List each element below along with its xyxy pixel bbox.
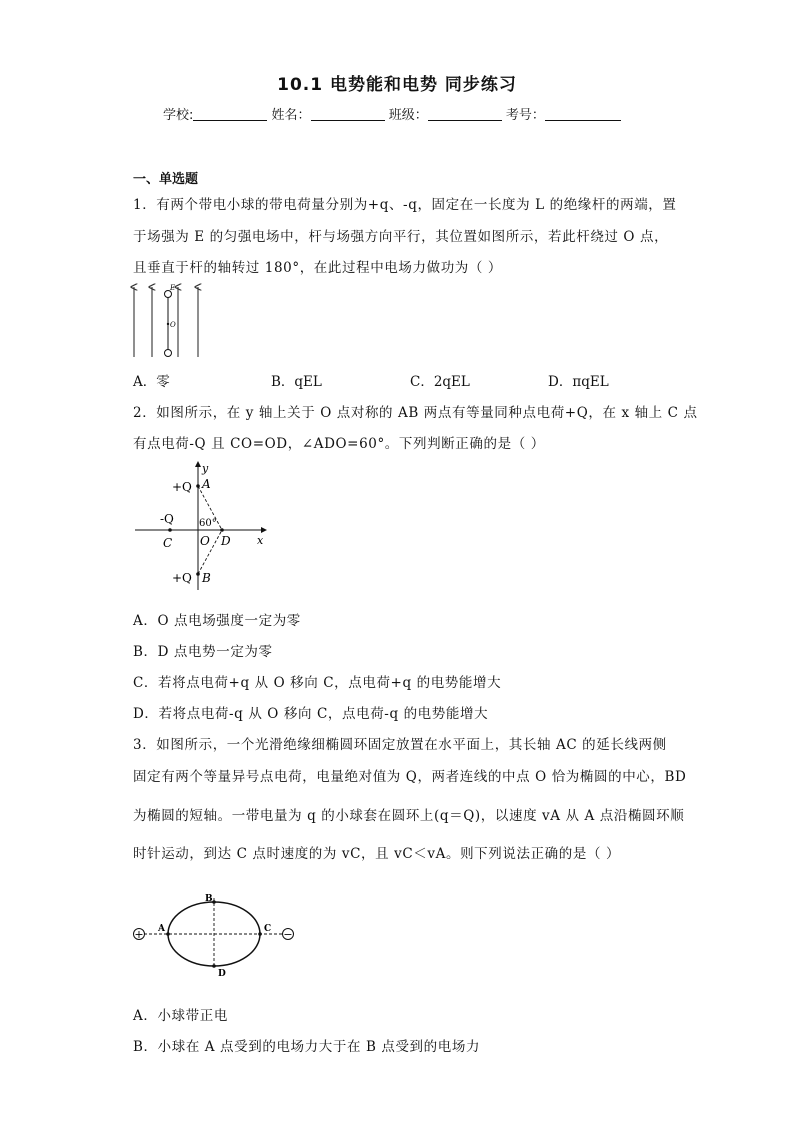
- q2-option-c[interactable]: C．若将点电荷+q 从 O 移向 C，点电荷+q 的电势能增大: [133, 675, 502, 691]
- exam-number-blank: [545, 108, 621, 121]
- q1-options: [133, 370, 733, 388]
- charge-c-label: -Q: [160, 512, 174, 526]
- minus-sign: −: [283, 928, 293, 941]
- page-title: 10.1 电势能和电势 同步练习: [277, 75, 517, 95]
- student-info-row: [163, 104, 621, 123]
- pivot-o-label: O: [170, 321, 176, 329]
- q2-option-d[interactable]: D．若将点电荷-q 从 O 移向 C，点电荷-q 的电势能增大: [133, 706, 489, 722]
- q3-option-b[interactable]: B．小球在 A 点受到的电场力大于在 B 点受到的电场力: [133, 1039, 481, 1055]
- name-blank: [311, 108, 385, 121]
- q3-ellipse-figure: [128, 888, 298, 980]
- negative-ball: [165, 350, 172, 357]
- point-b: [196, 572, 200, 576]
- point-o-label: O: [200, 534, 210, 548]
- q3-line-3: 为椭圆的短轴。一带电量为 q 的小球套在圆环上(q＝Q)，以速度 vA 从 A 点沿椭圆环顺: [133, 808, 685, 824]
- point-d-label: D: [221, 534, 231, 548]
- point-a-label: A: [202, 477, 211, 491]
- school-blank: [193, 108, 267, 121]
- q3-line-4: 时针运动，到达 C 点时速度的为 vC，且 vC＜vA。则下列说法正确的是（ ）: [133, 846, 621, 862]
- name-label: 姓名：: [271, 108, 311, 123]
- point-b: [212, 900, 216, 904]
- q3-line-1: 3．如图所示，一个光滑绝缘细椭圆环固定放置在水平面上，其长轴 AC 的延长线两侧: [133, 737, 667, 753]
- angle-label: 60°: [199, 518, 217, 529]
- q1-option-a[interactable]: A．零: [133, 374, 170, 390]
- class-blank: [428, 108, 502, 121]
- q3-option-a[interactable]: A．小球带正电: [133, 1008, 228, 1024]
- charge-b-label: +Q: [172, 571, 192, 585]
- point-d: [212, 964, 216, 968]
- plus-sign: +: [134, 928, 144, 941]
- point-d: [220, 528, 224, 532]
- class-label: 班级：: [388, 108, 428, 123]
- point-a: [196, 484, 200, 488]
- q2-axes-figure: [130, 460, 270, 595]
- q1-line-1: 1．有两个带电小球的带电荷量分别为+q、-q，固定在一长度为 L 的绝缘杆的两端，置: [133, 197, 677, 213]
- point-a: [166, 932, 170, 936]
- charge-a-label: +Q: [172, 480, 192, 494]
- point-a-label: A: [158, 924, 165, 934]
- pivot-point: [167, 323, 169, 325]
- q1-option-b[interactable]: B．qEL: [271, 374, 322, 390]
- point-c: [258, 932, 262, 936]
- x-axis-label: x: [257, 534, 264, 547]
- exam-number-label: 考号：: [505, 108, 545, 123]
- q1-option-c[interactable]: C．2qEL: [410, 374, 470, 390]
- q1-field-figure: [128, 282, 208, 360]
- q3-line-2: 固定有两个等量异号点电荷，电量绝对值为 Q，两者连线的中点 O 恰为椭圆的中心，BD: [133, 769, 687, 785]
- field-e-label: E: [170, 284, 176, 292]
- q2-line-2: 有点电荷-Q 且 CO=OD，∠ADO=60°。下列判断正确的是（ ）: [133, 436, 545, 452]
- y-axis-label: y: [202, 462, 209, 475]
- q1-line-2: 于场强为 E 的匀强电场中，杆与场强方向平行，其位置如图所示，若此杆绕过 O 点，: [133, 229, 669, 245]
- q2-option-b[interactable]: B．D 点电势一定为零: [133, 644, 273, 660]
- school-label: 学校:: [163, 108, 194, 123]
- point-c-label: C: [264, 924, 272, 934]
- point-d-label: D: [218, 969, 226, 979]
- point-b-label: B: [202, 571, 211, 585]
- q1-option-d[interactable]: D．πqEL: [548, 374, 609, 390]
- point-c-label: C: [163, 536, 173, 550]
- q2-line-1: 2．如图所示，在 y 轴上关于 O 点对称的 AB 两点有等量同种点电荷+Q，在 x 轴上 C 点: [133, 405, 698, 421]
- point-b-label: B: [205, 894, 213, 904]
- point-c: [168, 528, 172, 532]
- q1-line-3: 且垂直于杆的轴转过 180°，在此过程中电场力做功为（ ）: [133, 260, 502, 276]
- q2-option-a[interactable]: A．O 点电场强度一定为零: [133, 613, 301, 629]
- section-title: 一、单选题: [133, 172, 199, 187]
